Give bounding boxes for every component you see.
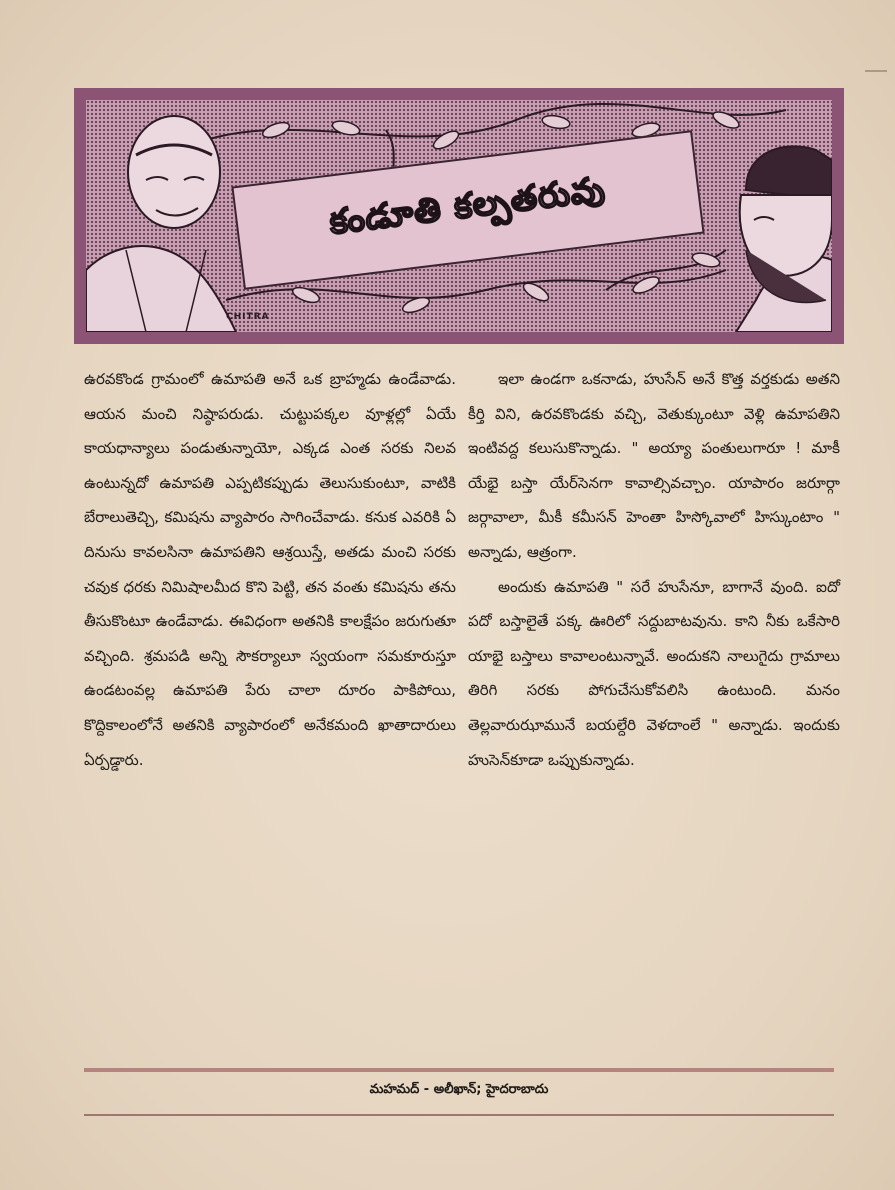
- story-title: కండూతి కల్పతరువు: [327, 169, 608, 243]
- footer-rule-bottom: [84, 1114, 834, 1116]
- story-column-left: [84, 362, 456, 777]
- author-credit: మహమద్ - అలీఖాన్; హైదరాబాదు: [369, 1082, 549, 1097]
- footer-rule-top: [84, 1068, 834, 1072]
- story-column-right: [468, 362, 840, 777]
- page-edge-mark: [865, 70, 887, 72]
- banner-illustration: [86, 100, 832, 332]
- story-paragraph: ఉరవకొండ గ్రామంలో ఉమాపతి అనే ఒక బ్రాహ్మడు ఉండేవాడు. ఆయన మంచి నిష్ఠాపరుడు. చుట్టుపక్కల వూళ్లల్లో ఏయే కాయధాన్యాలు పండుతున్నాయో, ఎక్కడ ఎంత సరకు నిలవ ఉంటున్నదో ఉమాపతి ఎప్పటికప్పుడు తెలుసుకుంటూ, వాటికి బేరాలుతెచ్చి, కమిషను వ్యాపారం సాగించేవాడు. కనుక ఎవరికి ఏ దినుసు కావలసినా ఉమాపతిని ఆశ్రయిస్తే, అతడు మంచి సరకు చవుక ధరకు నిమిషాలమీద కొని పెట్టి, తన వంతు కమిషను తను తీసుకొంటూ ఉండేవాడు. ఈవిధంగా అతనికి కాలక్షేపం జరుగుతూ వచ్చింది. శ్రమపడి అన్ని సౌకర్యాలూ స్వయంగా సమకూరుస్తూ ఉండటంవల్ల ఉమాపతి పేరు చాలా దూరం పాకిపోయి, కొద్దికాలంలోనే అతనికి వ్యాపారంలో అనేకమంది ఖాతాదారులు ఏర్పడ్డారు.: [84, 370, 456, 769]
- artist-signature: CHITRA: [226, 312, 270, 322]
- title-banner: [74, 88, 844, 344]
- priest-figure: [86, 116, 236, 332]
- merchant-figure: [736, 146, 832, 332]
- story-paragraph: అందుకు ఉమాపతి " సరే హుసేనూ, బాగానే వుంది. ఐదో పదో బస్తాలైతే పక్క ఊరిలో సద్దుబాటవును. కాని నీకు ఒకేసారి యాభై బస్తాలు కావాలంటున్నావే. అందుకని నాలుగైదు గ్రామాలు తిరిగి సరకు పోగుచేసుకోవలిసి ఉంటుంది. మనం తెల్లవారుఝామునే బయల్దేరి వెళదాంలే " అన్నాడు. ఇందుకు హుసెన్‌కూడా ఒప్పుకున్నాడు.: [468, 577, 840, 769]
- story-paragraph: ఇలా ఉండగా ఒకనాడు, హుసేన్ అనే కొత్త వర్తకుడు అతని కీర్తి విని, ఉరవకొండకు వచ్చి, వెతుక్కుంటూ వెళ్లి ఉమాపతిని ఇంటివద్ద కలుసుకొన్నాడు. " అయ్యా పంతులుగారూ ! మాకీ యేభై బస్తా యేర్‌సెనగా కావాల్సివచ్చాం. యాపారం జరూర్గా జర్గావాలా, మీకీ కమీసన్ హెంతా హిస్కోవాలో హిస్కుంటాం " అన్నాడు, ఆత్రంగా.: [468, 370, 840, 561]
